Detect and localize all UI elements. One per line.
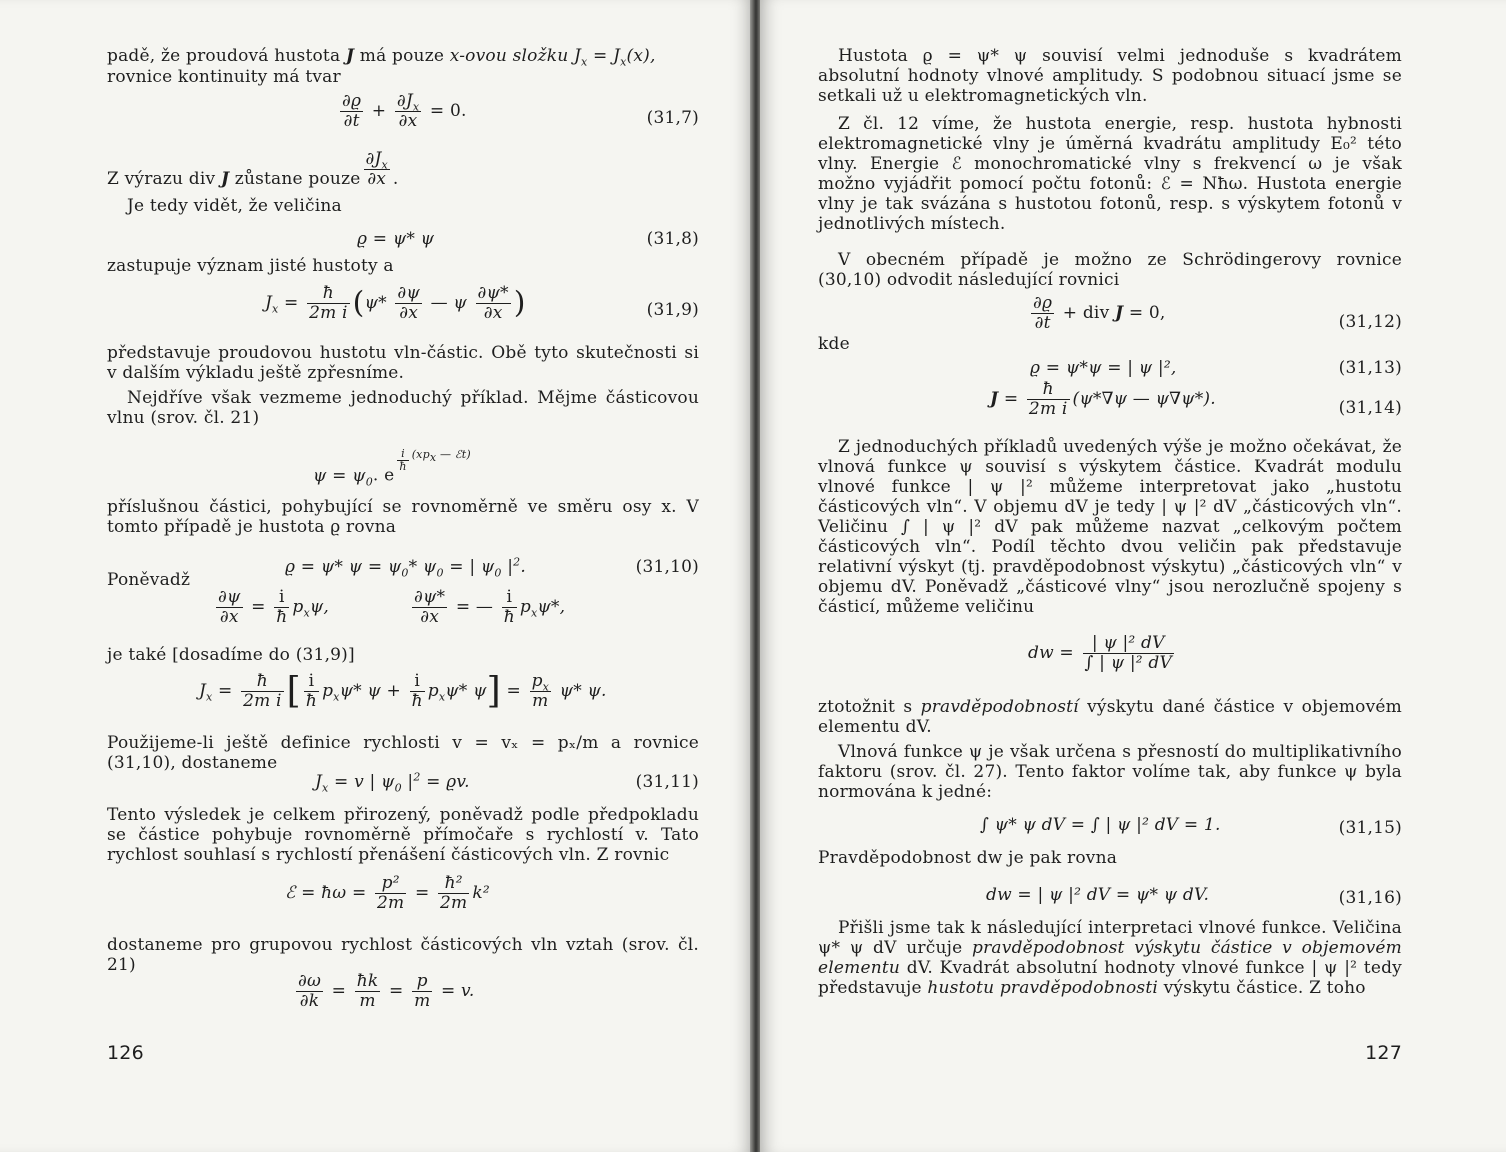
equation-group-velocity: $\frac{\partial\omega}{\partial k}$ = $\frac{ħk}{m}$ = $\frac{p}{m}$ = v. bbox=[298, 971, 475, 1011]
line-je-tedy: Je tedy vidět, že veličina bbox=[127, 196, 342, 216]
equation-number: (31,9) bbox=[646, 300, 699, 320]
equation-31-10: ϱ = ψ* $\psi = \psi_0*$ $\psi_0$ = | $\psi_0$ $|^2$. (31,10) bbox=[285, 555, 699, 580]
line-rovnice: rovnice kontinuity má tvar bbox=[107, 67, 341, 87]
equation-31-9: $J_x$ = $\frac{ħ}{\text{2m i}}$ (ψ* $\frac{\partial\psi}{\partial x}$ — ψ $\frac{\partial\psi*}{\partial x}$ ) (31,9) bbox=[265, 283, 699, 323]
equation-31-14: J = $\frac{ħ}{\text{2m i}}$ (ψ*∇ψ — ψ∇ψ*). (31,14) bbox=[990, 379, 1402, 419]
equation-31-8: ϱ = ψ* ψ (31,8) bbox=[357, 229, 699, 249]
paragraph-ztotoznit: ztotožnit s pravděpodobností výskytu dané částice v objemovém elementu dV. bbox=[818, 697, 1402, 737]
line-ponevadz: Poněvadž bbox=[107, 570, 191, 590]
equation-number: (31,13) bbox=[1338, 358, 1402, 378]
paragraph-prisli: Přišli jsme tak k následující interpretaci vlnové funkce. Veličina ψ* ψ dV určuje pravděpodobnost výskytu částice v objemovém elementu dV. Kvadrát absolutní hodnoty vlnové funkce | ψ |² tedy představuje hustotu pravděpodobnosti výskytu částice. Z toho bbox=[818, 918, 1402, 998]
paragraph-dostaneme: dostaneme pro grupovou rychlost částicových vln vztah (srov. čl. 21) bbox=[107, 935, 699, 975]
equation-number: (31,16) bbox=[1338, 888, 1402, 908]
equation-31-15: ∫ ψ* ψ dV = ∫ | ψ |² dV = 1. (31,15) bbox=[980, 815, 1402, 838]
equation-number: (31,11) bbox=[635, 772, 699, 792]
equation-31-16: dw = | ψ |² dV = ψ* ψ dV. (31,16) bbox=[986, 885, 1402, 908]
left-text-column bbox=[107, 0, 699, 1152]
equation-number: (31,8) bbox=[646, 229, 699, 249]
right-text-column bbox=[818, 0, 1402, 1152]
paragraph-tento: Tento výsledek je celkem přirozený, poněvadž podle předpokladu se částice pohybuje rovnoměrně přímočaře s rychlostí v. Tato rychlost souhlasí s rychlostí přenášení částicových vln. Z rovnic bbox=[107, 805, 699, 865]
equation-derivatives: $\frac{\partial\psi}{\partial x}$ = $\frac{i}{ħ}$ $p_x\psi$, $\frac{\partial\psi*}{\partial x}$ = — $\frac{i}{ħ}$ $p_x\psi*$, bbox=[218, 587, 566, 627]
paragraph-nejdrive: Nejdříve však vezmeme jednoduchý příklad. Mějme částicovou vlnu (srov. čl. 21) bbox=[107, 388, 699, 428]
line-zastupuje: zastupuje význam jisté hustoty a bbox=[107, 256, 394, 276]
line-pade: padě, že proudová hustota J má pouze x-ovou složku $J_x = J_x(x)$, bbox=[107, 46, 656, 69]
equation-31-11: $J_x = v$ | $\psi_0$ $|^2 = ϱv$. (31,11) bbox=[315, 770, 699, 795]
paragraph-hustota: Hustota ϱ = ψ* ψ souvisí velmi jednoduše s kvadrátem absolutní hodnoty vlnové amplitudy. S podobnou situací jsme se setkali už u elektromagnetických vln. bbox=[818, 46, 1402, 106]
line-je-take: je také [dosadíme do (31,9)] bbox=[107, 645, 355, 665]
equation-31-7: $\frac{\partial ϱ}{\partial t}$ + $\frac{\partial J_x}{\partial x}$ = 0. (31,7) bbox=[342, 91, 699, 131]
line-pravdepodobnost: Pravděpodobnost dw je pak rovna bbox=[818, 848, 1118, 868]
paragraph-z-jednoduchych: Z jednoduchých příkladů uvedených výše je možno očekávat, že vlnová funkce ψ souvisí s výskytem částice. Kvadrát modulu vlnové funkce | ψ |² můžeme interpretovat jako „hustotu částicových vln“. V objemu dV je tedy | ψ |² dV „částicových vln“. Veličinu ∫ | ψ |² dV pak můžeme nazvat „celkovým počtem částicových vln“. Podíl těchto dvou veličin pak představuje relativní výskyt (tj. pravděpodobnost výskytu) „částicových vln“ v objemu dV. Poněvadž „částicové vlny“ jsou nerozlučně spojeny s částicí, můžeme veličinu bbox=[818, 437, 1402, 617]
equation-energy: ℰ = ħω = $\frac{\text{p²}}{2m}$ = $\frac{\text{ħ²}}{2m}$ k² bbox=[285, 873, 490, 913]
equation-31-12: $\frac{\partial ϱ}{\partial t}$ + div J = 0, (31,12) bbox=[1033, 293, 1402, 333]
equation-number: (31,7) bbox=[646, 108, 699, 128]
left-page bbox=[0, 0, 752, 1152]
equation-dw-ratio: dw = $\frac{\text{| ψ |² dV}}{\text{∫ | ψ |² dV}}$ bbox=[1028, 633, 1172, 673]
equation-jx: $J_x$ = $\frac{ħ}{\text{2m i}}$ [ $\frac{i}{ħ}$ $p_x\psi*$ ψ + $\frac{i}{ħ}$ $p_x\psi*$ ψ] = $\frac{p_x}{m}$ ψ* ψ. bbox=[199, 670, 607, 712]
right-page bbox=[760, 0, 1506, 1152]
equation-wave: $\psi = \psi_0$. e $\frac{i}{ħ}$ ($xp_x$ — ℰt) bbox=[313, 447, 471, 488]
line-kde: kde bbox=[818, 334, 850, 354]
paragraph-obecnem: V obecném případě je možno ze Schrödingerovy rovnice (30,10) odvodit následující rovnici bbox=[818, 250, 1402, 290]
line-div: Z výrazu div J zůstane pouze $\frac{\partial J_x}{\partial x}$ . bbox=[107, 149, 399, 189]
paragraph-pouzijeme: Použijeme-li ještě definice rychlosti v = vₓ = pₓ/m a rovnice (31,10), dostaneme bbox=[107, 733, 699, 773]
equation-number: (31,14) bbox=[1338, 398, 1402, 418]
paragraph-cl12: Z čl. 12 víme, že hustota energie, resp. hustota hybnosti elektromagnetické vlny je úměrná kvadrátu amplitudy E₀² této vlny. Energie ℰ monochromatické vlny s frekvencí ω je však možno vyjádřit pomocí počtu fotonů: ℰ = Nħω. Hustota energie vlny je tak svázána s hustotou fotonů, resp. s výskytem fotonů v jednotlivých místech. bbox=[818, 114, 1402, 234]
equation-number: (31,12) bbox=[1338, 312, 1402, 332]
page-number-right: 127 bbox=[1365, 1042, 1402, 1064]
paragraph-vlnova: Vlnová funkce ψ je však určena s přesností do multiplikativního faktoru (srov. čl. 27). Tento faktor volíme tak, aby funkce ψ byla normována k jedné: bbox=[818, 742, 1402, 802]
equation-31-13: ϱ = ψ*ψ = | ψ |², (31,13) bbox=[1030, 358, 1402, 378]
equation-number: (31,15) bbox=[1338, 818, 1402, 838]
equation-number: (31,10) bbox=[635, 557, 699, 577]
page-number-left: 126 bbox=[107, 1042, 144, 1064]
paragraph-prislusnou: příslušnou částici, pohybující se rovnoměrně ve směru osy x. V tomto případě je hustota ϱ rovna bbox=[107, 497, 699, 537]
paragraph-predstavuje: představuje proudovou hustotu vln-částic. Obě tyto skutečnosti si v dalším výkladu ještě zpřesníme. bbox=[107, 343, 699, 383]
